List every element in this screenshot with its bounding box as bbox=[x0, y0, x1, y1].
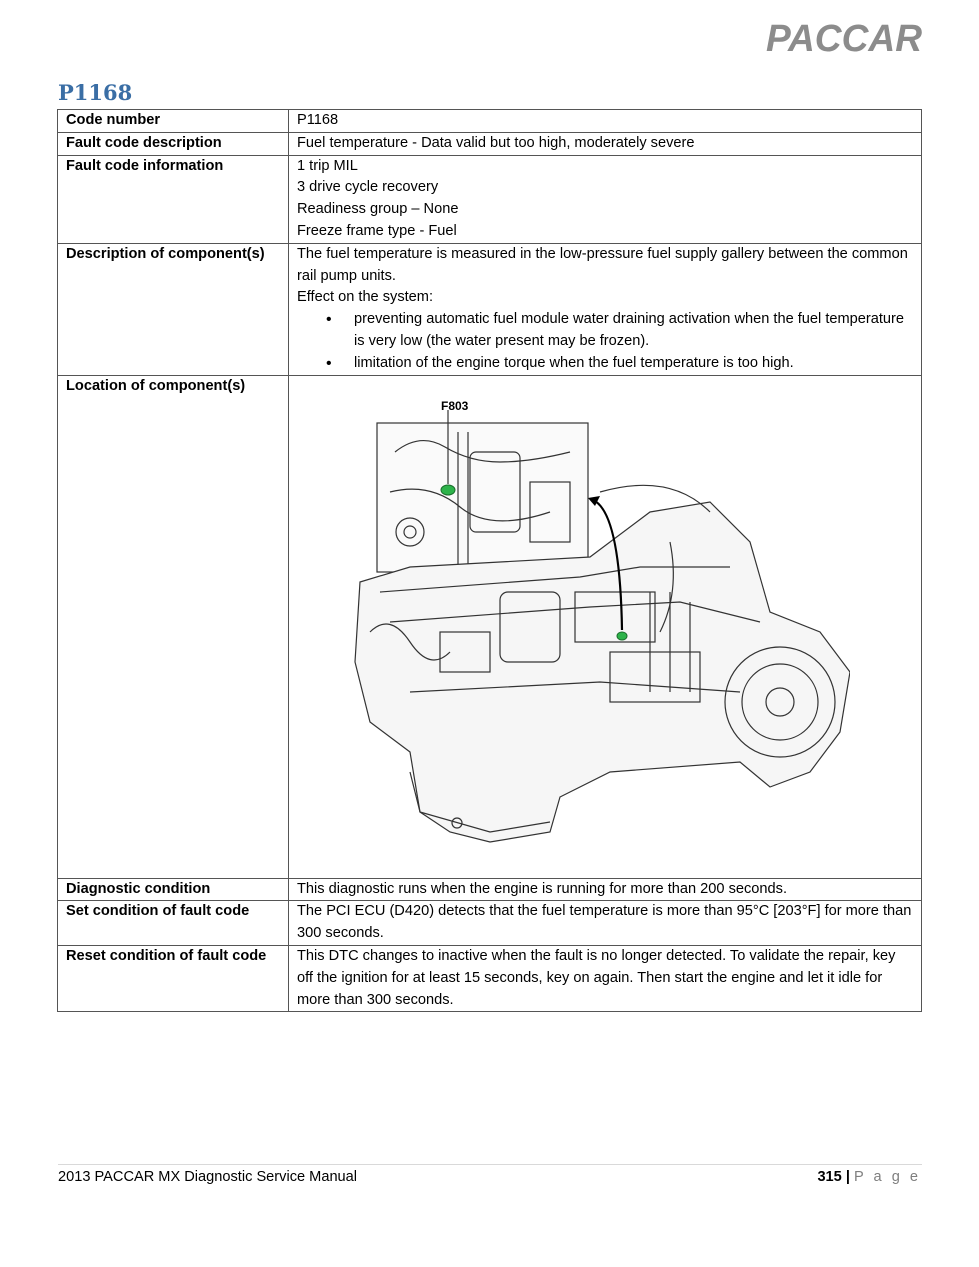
table-row bbox=[58, 155, 922, 243]
fault-information-label: Fault code information bbox=[58, 155, 289, 243]
footer-page-info bbox=[817, 1169, 921, 1185]
table-row bbox=[58, 375, 922, 878]
table-row bbox=[58, 110, 922, 133]
page-number: 315 bbox=[817, 1169, 842, 1185]
paccar-logo bbox=[766, 18, 924, 56]
reset-condition-value: This DTC changes to inactive when the fault is no longer detected. To validate the repair, key off the ignition for at least 15 seconds, key on again. Then start the engine and let it idle for more than 300 seconds. bbox=[289, 945, 922, 1011]
svg-text:PACCAR: PACCAR bbox=[766, 18, 923, 56]
engine-illustration bbox=[350, 392, 850, 862]
effect-list bbox=[297, 309, 913, 374]
engine-location-figure bbox=[350, 392, 850, 862]
diagnostic-condition-label: Diagnostic condition bbox=[58, 878, 289, 901]
code-number-label: Code number bbox=[58, 110, 289, 133]
info-line: 3 drive cycle recovery bbox=[297, 179, 439, 196]
fault-information-value bbox=[289, 155, 922, 243]
list-item: • preventing automatic fuel module water draining activation when the fuel temperature is very low (the water present may be frozen). bbox=[297, 309, 913, 353]
component-description-text: The fuel temperature is measured in the low-pressure fuel supply gallery between the common rail pump units. bbox=[297, 245, 908, 284]
fault-description-label: Fault code description bbox=[58, 132, 289, 155]
info-line: Freeze frame type - Fuel bbox=[297, 222, 457, 239]
table-row bbox=[58, 901, 922, 946]
figure-callout-label: F803 bbox=[441, 398, 469, 413]
set-condition-value: The PCI ECU (D420) detects that the fuel temperature is more than 95°C [203°F] for more than 300 seconds. bbox=[289, 901, 922, 946]
footer-divider bbox=[58, 1164, 922, 1165]
code-number-value: P1168 bbox=[289, 110, 922, 133]
info-line: Readiness group – None bbox=[297, 201, 459, 218]
component-location-label: Location of component(s) bbox=[58, 375, 289, 878]
fault-code-table bbox=[57, 109, 922, 1012]
component-description-value bbox=[289, 243, 922, 375]
component-location-figure-cell bbox=[289, 375, 922, 878]
table-row bbox=[58, 945, 922, 1011]
info-line: 1 trip MIL bbox=[297, 157, 358, 174]
diagnostic-condition-value: This diagnostic runs when the engine is running for more than 200 seconds. bbox=[289, 878, 922, 901]
table-row bbox=[58, 132, 922, 155]
component-description-label: Description of component(s) bbox=[58, 243, 289, 375]
table-row bbox=[58, 878, 922, 901]
reset-condition-label: Reset condition of fault code bbox=[58, 945, 289, 1011]
list-item: • limitation of the engine torque when the fuel temperature is too high. bbox=[297, 353, 913, 375]
table-row bbox=[58, 243, 922, 375]
page-separator: | bbox=[845, 1169, 850, 1185]
set-condition-label: Set condition of fault code bbox=[58, 901, 289, 946]
fault-description-value: Fuel temperature - Data valid but too high, moderately severe bbox=[289, 132, 922, 155]
footer-manual-title: 2013 PACCAR MX Diagnostic Service Manual bbox=[58, 1169, 358, 1185]
page-word: P a g e bbox=[854, 1169, 921, 1185]
effect-heading: Effect on the system: bbox=[297, 289, 434, 306]
page-title: P1168 bbox=[58, 80, 133, 105]
